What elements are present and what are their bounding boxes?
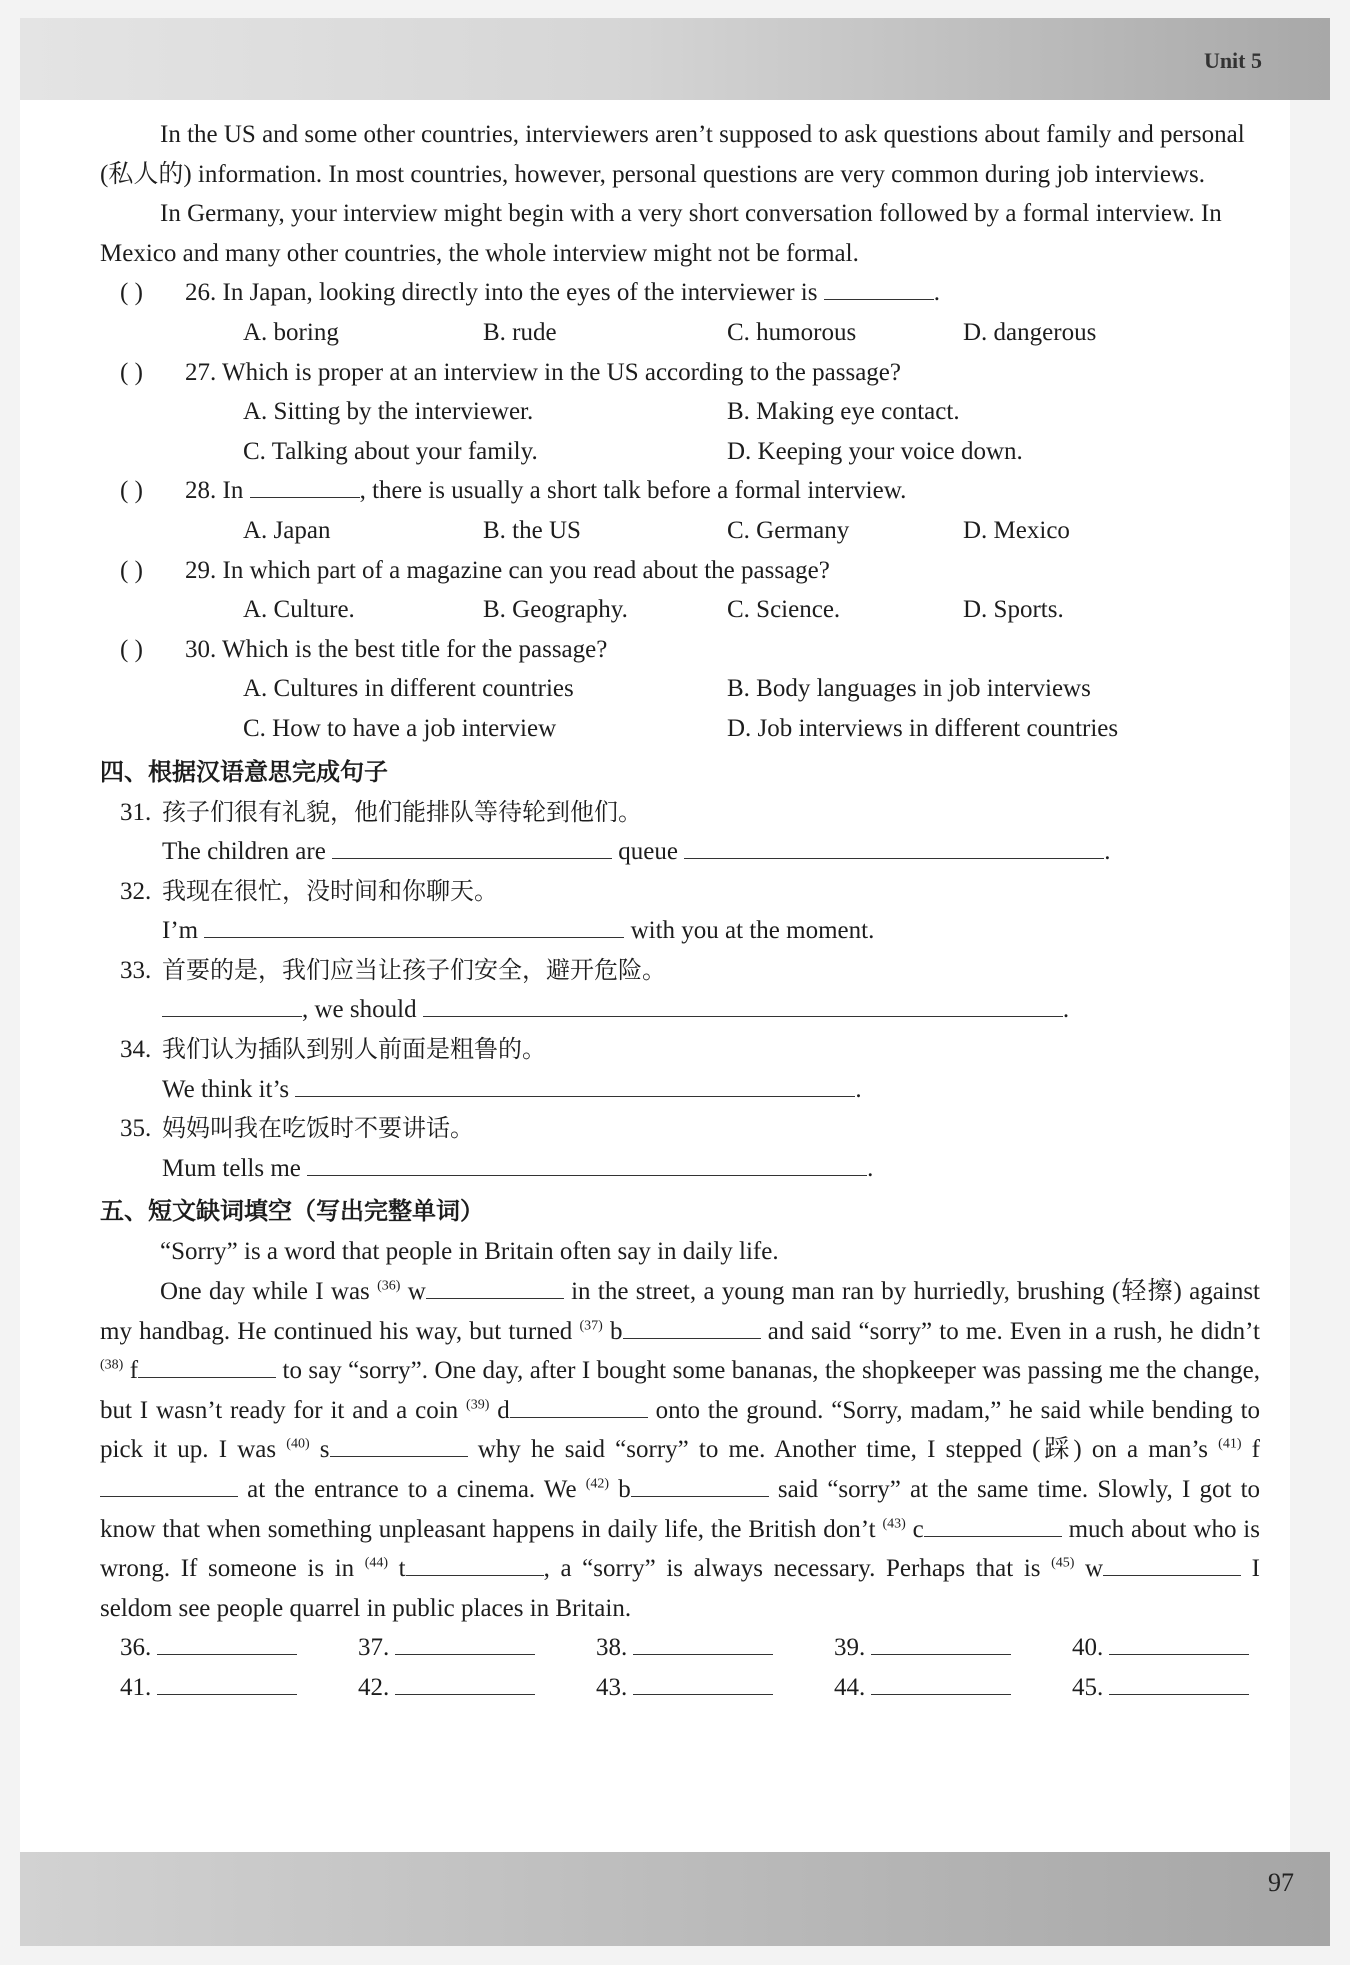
page-content: [100, 115, 1260, 1708]
blank-line[interactable]: [332, 834, 612, 859]
blank-line[interactable]: [423, 992, 1063, 1017]
answer-blank[interactable]: [395, 1630, 535, 1655]
answer-36: 36.: [120, 1628, 297, 1668]
blank-number: (44): [364, 1555, 389, 1571]
option-d: D. dangerous: [963, 318, 1097, 346]
answer-blank[interactable]: [1109, 1670, 1249, 1695]
question-29-stem: 29. In which part of a magazine can you read about the passage?: [185, 556, 830, 584]
blank-number: (36): [377, 1278, 401, 1294]
unit-label: Unit 5: [1203, 48, 1262, 73]
question-30-options-ab: [100, 669, 1260, 709]
blank-number: (45): [1051, 1555, 1075, 1571]
question-29-options: [100, 590, 1260, 630]
option-a: A. Sitting by the interviewer.: [243, 398, 534, 426]
blank-39[interactable]: [510, 1393, 648, 1418]
option-d: D. Mexico: [963, 516, 1070, 544]
blank-37[interactable]: [623, 1314, 761, 1339]
answer-row-1: [100, 1628, 1260, 1668]
sentence-number: 34.: [120, 1036, 152, 1064]
answer-40: 40.: [1072, 1628, 1249, 1668]
answer-blank[interactable]: [157, 1670, 297, 1695]
option-b: B. the US: [483, 516, 581, 544]
blank-36[interactable]: [426, 1274, 564, 1299]
blank-45[interactable]: [1103, 1551, 1241, 1576]
sentence-32-en: [100, 911, 1260, 951]
sentence-32-cn: [100, 872, 1260, 912]
english-prompt: We think it’s: [162, 1075, 290, 1103]
chinese-sentence: 我现在很忙，没时间和你聊天。: [162, 876, 498, 905]
blank-line[interactable]: [250, 473, 360, 498]
blank-42[interactable]: [631, 1472, 769, 1497]
sentence-33-cn: [100, 951, 1260, 991]
blank-line[interactable]: [162, 992, 302, 1017]
blank-43[interactable]: [924, 1512, 1062, 1537]
english-prompt: Mum tells me: [162, 1154, 301, 1182]
blank-line[interactable]: [307, 1151, 867, 1176]
header-band: [20, 18, 1330, 100]
answer-bracket[interactable]: ( ): [120, 556, 143, 584]
blank-line[interactable]: [684, 834, 1104, 859]
sentence-number: 33.: [120, 956, 152, 984]
option-c: C. Science.: [727, 596, 841, 624]
sentence-31-cn: [100, 793, 1260, 833]
sentence-34-cn: [100, 1030, 1260, 1070]
answer-blank[interactable]: [157, 1630, 297, 1655]
english-prompt: with you at the moment.: [630, 917, 875, 945]
question-30-options-cd: [100, 709, 1260, 749]
blank-41[interactable]: [100, 1472, 238, 1497]
sentence-33-en: [100, 990, 1260, 1030]
question-28-options: [100, 511, 1260, 551]
section-4-title: 四、根据汉语意思完成句子: [100, 757, 388, 786]
chinese-sentence: 首要的是，我们应当让孩子们安全，避开危险。: [162, 955, 666, 984]
blank-40[interactable]: [330, 1432, 468, 1457]
blank-number: (39): [466, 1397, 490, 1413]
option-a: A. Cultures in different countries: [243, 675, 574, 703]
sentence-number: 35.: [120, 1115, 152, 1143]
blank-number: (40): [286, 1437, 310, 1453]
cloze-paragraph-1: “Sorry” is a word that people in Britain often say in daily life.: [160, 1238, 779, 1266]
question-28-stem: 28. In: [185, 477, 244, 505]
footer-band: [20, 1852, 1330, 1946]
question-27: [100, 353, 1260, 393]
question-29: [100, 551, 1260, 591]
option-c: C. Germany: [727, 516, 850, 544]
chinese-sentence: 妈妈叫我在吃饭时不要讲话。: [162, 1114, 474, 1143]
option-d: D. Keeping your voice down.: [727, 437, 1023, 465]
answer-bracket[interactable]: ( ): [120, 635, 143, 663]
option-a: A. Japan: [243, 516, 331, 544]
question-28-end: , there is usually a short talk before a formal interview.: [359, 477, 907, 505]
answer-41: 41.: [120, 1668, 297, 1708]
option-d: D. Job interviews in different countries: [727, 714, 1119, 742]
reading-paragraph-1: In the US and some other countries, interviewers aren’t supposed to ask questions about family and personal (私人的) information. In most countries, however, personal questions are very common during job interviews.: [100, 121, 1245, 188]
question-26: [100, 273, 1260, 313]
question-26-end: .: [933, 279, 940, 307]
blank-number: (42): [585, 1476, 610, 1492]
option-b: B. Making eye contact.: [727, 398, 960, 426]
english-prompt: The children are: [162, 838, 326, 866]
answer-blank[interactable]: [633, 1670, 773, 1695]
answer-38: 38.: [596, 1628, 773, 1668]
answer-43: 43.: [596, 1668, 773, 1708]
page-number: 97: [1268, 1868, 1294, 1897]
sentence-31-en: [100, 832, 1260, 872]
blank-line[interactable]: [824, 275, 934, 300]
answer-blank[interactable]: [871, 1630, 1011, 1655]
blank-44[interactable]: [406, 1551, 544, 1576]
sentence-end: .: [1104, 838, 1111, 866]
question-26-stem: 26. In Japan, looking directly into the eyes of the interviewer is: [185, 279, 818, 307]
english-prompt: queue: [618, 838, 678, 866]
sentence-number: 32.: [120, 877, 152, 905]
option-d: D. Sports.: [963, 596, 1064, 624]
answer-row-2: [100, 1668, 1260, 1708]
answer-45: 45.: [1072, 1668, 1249, 1708]
sentence-35-cn: [100, 1109, 1260, 1149]
answer-bracket[interactable]: ( ): [120, 279, 143, 307]
blank-number: (38): [100, 1357, 124, 1373]
option-b: B. Body languages in job interviews: [727, 675, 1091, 703]
answer-blank[interactable]: [633, 1630, 773, 1655]
answer-blank[interactable]: [395, 1670, 535, 1695]
answer-blank[interactable]: [871, 1670, 1011, 1695]
option-a: A. Culture.: [243, 596, 355, 624]
option-c: C. Talking about your family.: [243, 437, 538, 465]
sentence-34-en: [100, 1070, 1260, 1110]
question-26-options: [100, 313, 1260, 353]
question-30: [100, 630, 1260, 670]
answer-44: 44.: [834, 1668, 1011, 1708]
chinese-sentence: 孩子们很有礼貌，他们能排队等待轮到他们。: [162, 797, 642, 826]
english-prompt: I’m: [162, 917, 199, 945]
sentence-end: .: [855, 1075, 862, 1103]
sentence-end: .: [867, 1154, 874, 1182]
option-b: B. Geography.: [483, 596, 628, 624]
sentence-number: 31.: [120, 798, 152, 826]
option-b: B. rude: [483, 318, 557, 346]
reading-paragraph-2: In Germany, your interview might begin with a very short conversation followed by a formal interview. In Mexico and many other countries, the whole interview might not be formal.: [100, 200, 1222, 267]
blank-38[interactable]: [138, 1353, 276, 1378]
blank-number: (41): [1218, 1437, 1242, 1453]
answer-bracket[interactable]: ( ): [120, 477, 143, 505]
english-prompt: , we should: [302, 996, 417, 1024]
option-c: C. humorous: [727, 318, 857, 346]
question-27-options-cd: [100, 432, 1260, 472]
answer-39: 39.: [834, 1628, 1011, 1668]
question-30-stem: 30. Which is the best title for the passage?: [185, 635, 608, 663]
cloze-paragraph-2: One day while I was $^{(36)}$ w in the street, a young man ran by hurriedly, brushing (轻擦) against my handbag. He continued his way, but turned $^{(37)}$ b and said “sorry” to me. Even in a rush, he didn’t $^{(38)}$ f to say “sorry”. One day, after I bought some bananas, the shopkeeper was passing me the change, but I wasn’t ready for it and a coin $^{(39)}$ d onto the ground. “Sorry, madam,” he said while bending to pick it up. I was $^{(40)}$ s why he said “sorry” to me. Another time, I stepped (踩) on a man’s $^{(41)}$ f at the entrance to a cinema. We $^{(42)}$ b said “sorry” at the same time. Slowly, I got to know that when something unpleasant happens in daily life, the British don’t $^{(43)}$ c much about who is wrong. If someone is in $^{(44)}$ t , a “sorry” is always necessary. Perhaps that is $^{(45)}$ w I seldom see people quarrel in public places in Britain.: [100, 1272, 1260, 1628]
sentence-35-en: [100, 1149, 1260, 1189]
answer-42: 42.: [358, 1668, 535, 1708]
blank-line[interactable]: [295, 1072, 855, 1097]
option-a: A. boring: [243, 318, 339, 346]
blank-line[interactable]: [204, 913, 624, 938]
chinese-sentence: 我们认为插队到别人前面是粗鲁的。: [162, 1035, 546, 1064]
sentence-end: .: [1062, 996, 1070, 1024]
option-c: C. How to have a job interview: [243, 714, 557, 742]
answer-blank[interactable]: [1109, 1630, 1249, 1655]
cloze-passage: [100, 1232, 1260, 1628]
section-5-title: 五、短文缺词填空（写出完整单词）: [100, 1197, 484, 1226]
blank-number: (37): [579, 1318, 603, 1334]
answer-37: 37.: [358, 1628, 535, 1668]
blank-number: (43): [882, 1516, 906, 1532]
question-28: [100, 471, 1260, 511]
question-27-stem: 27. Which is proper at an interview in the US according to the passage?: [185, 358, 901, 386]
answer-bracket[interactable]: ( ): [120, 358, 143, 386]
question-27-options-ab: [100, 392, 1260, 432]
